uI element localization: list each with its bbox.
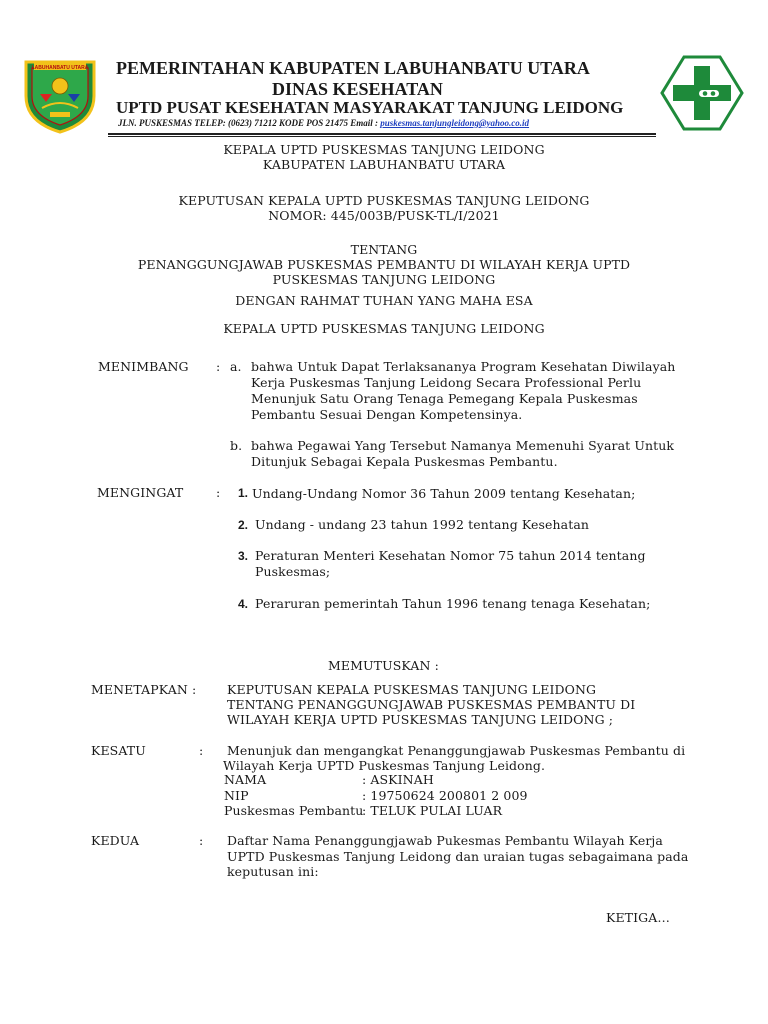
- kedua-line: keputusan ini:: [227, 864, 319, 879]
- invocation: DENGAN RAHMAT TUHAN YANG MAHA ESA: [235, 293, 533, 308]
- mengingat-item-text: Undang-Undang Nomor 36 Tahun 2009 tentang Kesehatan;: [252, 486, 636, 501]
- mengingat-item-number: 2.: [238, 518, 249, 532]
- field-key: NAMA: [224, 772, 267, 787]
- field-key: Puskesmas Pembantu: [224, 803, 364, 818]
- decree-subject-line2: PUSKESMAS TANJUNG LEIDONG: [272, 272, 496, 287]
- letterhead-rule-thick: [108, 133, 656, 135]
- kesatu-line: Menunjuk dan mengangkat Penanggungjawab Puskesmas Pembantu di: [227, 743, 686, 758]
- menetapkan-line: WILAYAH KERJA UPTD PUSKESMAS TANJUNG LEIDONG ;: [227, 712, 614, 727]
- regency-emblem-logo: [22, 56, 98, 134]
- heading-office: KEPALA UPTD PUSKESMAS TANJUNG LEIDONG: [223, 142, 545, 157]
- menimbang-b-marker: b.: [230, 438, 243, 453]
- mengingat-item-number: 3.: [238, 549, 249, 563]
- menimbang-colon: :: [216, 359, 221, 374]
- menimbang-a-line: bahwa Untuk Dapat Terlaksananya Program Kesehatan Diwilayah: [251, 359, 676, 374]
- menimbang-a-line: Kerja Puskesmas Tanjung Leidong Secara Professional Perlu: [251, 375, 642, 390]
- letterhead-address: [118, 118, 529, 128]
- menimbang-a-marker: a.: [230, 359, 242, 374]
- field-key: NIP: [224, 788, 249, 803]
- menetapkan-label: MENETAPKAN :: [91, 682, 197, 697]
- emblem-text: LABUHANBATU UTARA: [31, 65, 89, 71]
- mengingat-item-number: 1.: [238, 486, 249, 500]
- field-value: : ASKINAH: [362, 772, 434, 787]
- menetapkan-line: TENTANG PENANGGUNGJAWAB PUSKESMAS PEMBANTU DI: [227, 697, 636, 712]
- mengingat-item-number: 4.: [238, 597, 249, 611]
- decree-tentang: TENTANG: [350, 242, 418, 257]
- decree-number: NOMOR: 445/003B/PUSK-TL/I/2021: [268, 208, 500, 223]
- address-text: JLN. PUSKESMAS TELEP: (0623) 71212 KODE POS 21475 Email :: [118, 118, 381, 128]
- menimbang-a-line: Pembantu Sesuai Dengan Kompetensinya.: [251, 407, 523, 422]
- field-value: : TELUK PULAI LUAR: [362, 803, 503, 818]
- letterhead-rule-thin: [108, 136, 656, 137]
- next-page-marker: KETIGA…: [606, 910, 670, 925]
- decree-title: KEPUTUSAN KEPALA UPTD PUSKESMAS TANJUNG LEIDONG: [178, 193, 590, 208]
- kedua-line: UPTD Puskesmas Tanjung Leidong dan uraian tugas sebagaimana pada: [227, 849, 689, 864]
- email-link[interactable]: puskesmas.tanjungleidong@yahoo.co.id: [380, 118, 530, 128]
- mengingat-label: MENGINGAT: [97, 485, 184, 500]
- mengingat-item-text-cont: Puskesmas;: [255, 564, 331, 579]
- menimbang-a-line: Menunjuk Satu Orang Tenaga Pemegang Kepala Puskesmas: [251, 391, 638, 406]
- issuer-title: KEPALA UPTD PUSKESMAS TANJUNG LEIDONG: [223, 321, 545, 336]
- field-value: : 19750624 200801 2 009: [362, 788, 528, 803]
- letterhead-unit: UPTD PUSAT KESEHATAN MASYARAKAT TANJUNG LEIDONG: [116, 98, 624, 117]
- decree-subject-line1: PENANGGUNGJAWAB PUSKESMAS PEMBANTU DI WILAYAH KERJA UPTD: [137, 257, 631, 272]
- mengingat-colon: :: [216, 485, 221, 500]
- regency-emblem-icon: [22, 56, 98, 134]
- puskesmas-cross-icon: [658, 54, 746, 132]
- heading-regency: KABUPATEN LABUHANBATU UTARA: [262, 157, 506, 172]
- memutuskan-heading: MEMUTUSKAN :: [328, 658, 439, 673]
- menimbang-label: MENIMBANG: [98, 359, 189, 374]
- kesatu-colon: :: [199, 743, 204, 758]
- mengingat-item-text: Peraturan Menteri Kesehatan Nomor 75 tahun 2014 tentang: [255, 548, 646, 563]
- kesatu-line: Wilayah Kerja UPTD Puskesmas Tanjung Leidong.: [223, 758, 546, 773]
- menetapkan-line: KEPUTUSAN KEPALA PUSKESMAS TANJUNG LEIDONG: [227, 682, 597, 697]
- menimbang-b-line: Ditunjuk Sebagai Kepala Puskesmas Pembantu.: [251, 454, 558, 469]
- mengingat-item-text: Peraruran pemerintah Tahun 1996 tenang tenaga Kesehatan;: [255, 596, 651, 611]
- kedua-line: Daftar Nama Penanggungjawab Pukesmas Pembantu Wilayah Kerja: [227, 833, 663, 848]
- mengingat-item-text: Undang - undang 23 tahun 1992 tentang Kesehatan: [255, 517, 590, 532]
- kesatu-label: KESATU: [91, 743, 146, 758]
- menimbang-b-line: bahwa Pegawai Yang Tersebut Namanya Memenuhi Syarat Untuk: [251, 438, 675, 453]
- letterhead-agency: DINAS KESEHATAN: [272, 79, 443, 99]
- kedua-colon: :: [199, 833, 204, 848]
- puskesmas-logo: [658, 54, 746, 132]
- letterhead-government: PEMERINTAHAN KABUPATEN LABUHANBATU UTARA: [116, 58, 590, 78]
- kedua-label: KEDUA: [91, 833, 140, 848]
